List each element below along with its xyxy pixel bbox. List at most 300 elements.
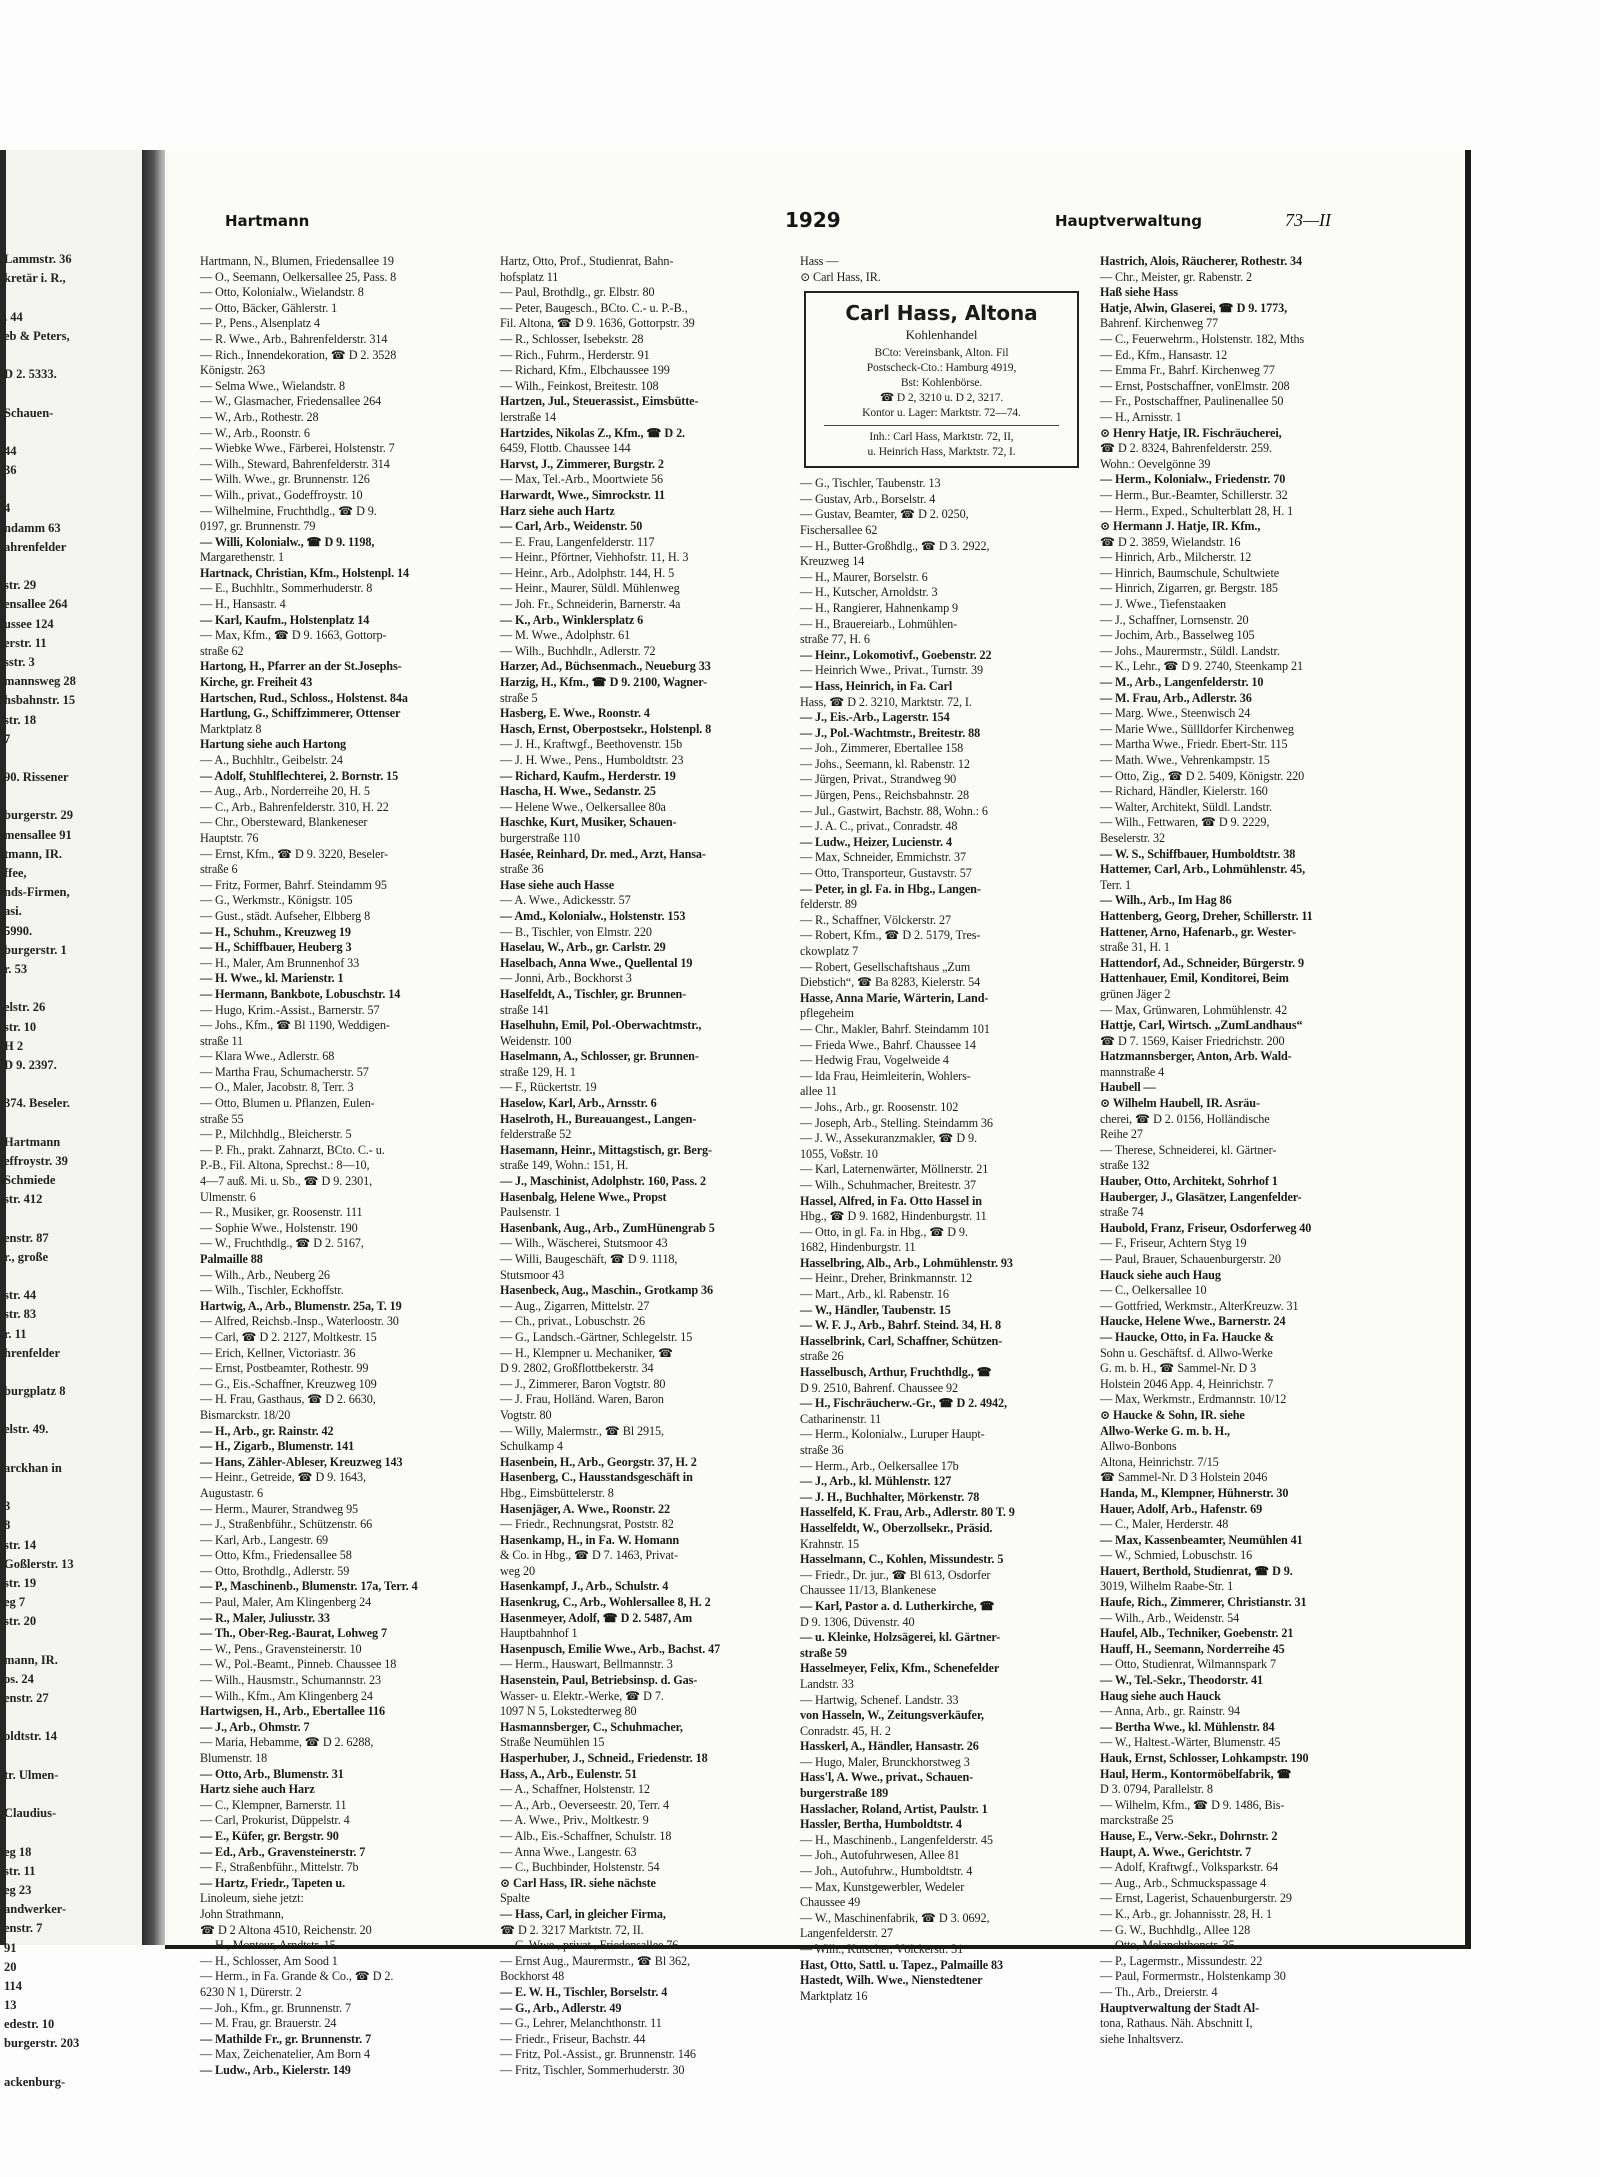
directory-entry: Hauff, H., Seemann, Norderreihe 45 (1100, 1641, 1285, 1656)
directory-entry: — Ernst, Postschaffner, vonElmstr. 208 (1100, 378, 1290, 393)
directory-entry: — E. Frau, Langenfelderstr. 117 (500, 534, 655, 549)
directory-entry: Wasser- u. Elektr.-Werke, ☎ D 7. (500, 1688, 664, 1703)
directory-entry: Hauptbahnhof 1 (500, 1626, 578, 1641)
directory-entry: — E., Buchhltr., Sommerhuderstr. 8 (200, 581, 373, 596)
directory-entry: — Gottfried, Werkmstr., AlterKreuzw. 31 (1100, 1298, 1299, 1313)
directory-entry: — Willi, Kolonialw., ☎ D 9. 1198, (200, 534, 375, 549)
directory-entry: hofsplatz 11 (500, 269, 559, 284)
directory-entry: — Max, Grünwaren, Lohmühlenstr. 42 (1100, 1002, 1288, 1017)
left-page-line (4, 787, 79, 806)
directory-entry: felderstr. 89 (800, 897, 857, 912)
directory-entry: — K., Arb., Winklersplatz 6 (500, 612, 644, 627)
directory-entry: Hastrich, Alois, Räucherer, Rothestr. 34 (1100, 254, 1303, 268)
directory-entry: — P., Milchhdlg., Bleicherstr. 5 (200, 1127, 352, 1142)
directory-entry: straße 55 (200, 1111, 244, 1126)
directory-entry: — Herm., in Fa. Grande & Co., ☎ D 2. (200, 1969, 394, 1984)
directory-entry: — W., Arb., Rothestr. 28 (200, 409, 319, 424)
left-page-line: burgplatz 8 (4, 1384, 66, 1399)
directory-entry: Diebstich“, ☎ Ba 8283, Kielerstr. 54 (800, 975, 981, 990)
directory-entry: — W., Tel.-Sekr., Theodorstr. 41 (1100, 1673, 1263, 1688)
directory-entry: — G., Tischler, Taubenstr. 13 (800, 476, 941, 491)
directory-entry: — Fritz, Former, Bahrf. Steindamm 95 (200, 877, 387, 892)
directory-entry: — Wilh., Steward, Bahrenfelderstr. 314 (200, 456, 390, 471)
directory-entry: — Friedr., Dr. jur., ☎ Bl 613, Osdorfer (800, 1567, 991, 1582)
directory-entry: — Friedr., Friseur, Bachstr. 44 (500, 2031, 646, 2046)
directory-entry: — Ludw., Heizer, Lucienstr. 4 (800, 834, 952, 849)
directory-entry: Hartz siehe auch Harz (200, 1782, 315, 1797)
left-page-line: 4 (4, 501, 11, 516)
column-3-entries (800, 476, 1085, 2004)
left-page-line: str. 29 (4, 578, 37, 593)
header-year: 1929 (785, 208, 841, 232)
directory-entry: — Johs., Kfm., ☎ Bl 1190, Weddigen- (200, 1018, 390, 1033)
left-page-line (4, 1075, 79, 1094)
directory-entry: Hartwig, A., Arb., Blumenstr. 25a, T. 19 (200, 1298, 402, 1313)
directory-entry: Palmaille 88 (200, 1252, 263, 1266)
directory-entry: — Max, Kfm., ☎ D 9. 1663, Gottorp- (200, 628, 387, 643)
directory-entry: — H., Arb., gr. Rainstr. 42 (200, 1423, 334, 1438)
directory-entry: — W., Haltest.-Wärter, Blumenstr. 45 (1100, 1735, 1281, 1750)
directory-entry: Marktplatz 8 (200, 721, 262, 736)
directory-entry: — Heinr., Arb., Adolphstr. 144, H. 5 (500, 565, 675, 580)
directory-entry: — Paul, Brauer, Schauenburgerstr. 20 (1100, 1252, 1281, 1266)
directory-entry: — Jürgen, Pens., Reichsbahnstr. 28 (800, 788, 970, 803)
directory-entry: D 9. 2510, Bahrenf. Chaussee 92 (800, 1380, 959, 1395)
directory-entry: — H., Monteur, Arndtstr. 15 (200, 1938, 336, 1953)
left-page-line (4, 1401, 79, 1420)
directory-entry: — Joh., Kfm., gr. Brunnenstr. 7 (200, 2000, 351, 2015)
directory-entry: — E. W. H., Tischler, Borselstr. 4 (500, 1984, 668, 1999)
left-page-line: ndamm 63 (4, 520, 61, 535)
directory-entry: — Chr., Meister, gr. Rabenstr. 2 (1100, 269, 1253, 284)
directory-entry: Hatje, Alwin, Glaserei, ☎ D 9. 1773, (1100, 300, 1288, 315)
left-page-line: oldtstr. 14 (4, 1729, 58, 1744)
directory-entry: Hattener, Arno, Hafenarb., gr. Wester- (1100, 924, 1297, 939)
directory-entry: Allwo-Bonbons (1100, 1439, 1177, 1454)
directory-entry: — C., Arb., Bahrenfelderstr. 310, H. 22 (200, 799, 389, 814)
directory-entry: — Herm., Kolonialw., Friedenstr. 70 (1100, 472, 1286, 487)
left-page-line: . 44 (4, 309, 23, 324)
directory-entry: Hartzides, Nikolas Z., Kfm., ☎ D 2. (500, 425, 686, 440)
directory-entry: — Chr., Obersteward, Blankeneser (200, 815, 368, 830)
left-page-line (4, 1708, 79, 1727)
directory-entry: mannstraße 4 (1100, 1064, 1165, 1079)
directory-entry: — Ernst, Lagerist, Schauenburgerstr. 29 (1100, 1891, 1292, 1906)
directory-entry: — Peter, Baugesch., BCto. C.- u. P.-B., (500, 300, 688, 315)
directory-entry: D 9. 1306, Düvenstr. 40 (800, 1614, 915, 1629)
directory-entry: — H., Brauereiarb., Lohmühlen- (800, 616, 958, 631)
directory-entry: — Martha Wwe., Friedr. Ebert-Str. 115 (1100, 737, 1288, 752)
directory-entry: — F., Rückertstr. 19 (500, 1080, 597, 1095)
directory-entry: — Th., Ober-Reg.-Baurat, Lohweg 7 (200, 1626, 387, 1641)
directory-entry: Marktplatz 16 (800, 1988, 868, 2003)
directory-entry: — Jochim, Arb., Basselweg 105 (1100, 628, 1255, 643)
directory-entry: straße 132 (1100, 1158, 1150, 1173)
directory-entry: — Hugo, Krim.-Assist., Barnerstr. 57 (200, 1002, 380, 1017)
directory-entry: Hbg., ☎ D 9. 1682, Hindenburgstr. 11 (800, 1209, 987, 1224)
directory-entry: Haufe, Rich., Zimmerer, Christianstr. 31 (1100, 1595, 1307, 1610)
left-page-line (4, 1478, 79, 1497)
directory-entry: Hasenkampf, J., Arb., Schulstr. 4 (500, 1579, 669, 1594)
directory-entry: — Wilh., Tischler, Eckhoffstr. (200, 1283, 344, 1298)
directory-entry: Weidenstr. 100 (500, 1033, 572, 1048)
directory-entry: Hasenpusch, Emilie Wwe., Arb., Bachst. 47 (500, 1641, 721, 1656)
directory-entry: Hasselbusch, Arthur, Fruchthdlg., ☎ (800, 1365, 992, 1380)
directory-entry: — Math. Wwe., Vehrenkampstr. 15 (1100, 753, 1270, 767)
directory-entry: — Fr., Postschaffner, Paulinenallee 50 (1100, 394, 1284, 409)
left-page-line: tr. Ulmen- (4, 1767, 59, 1782)
directory-entry: — H. Frau, Gasthaus, ☎ D 2. 6630, (200, 1392, 376, 1407)
directory-entry: — Jul., Gastwirt, Bachstr. 88, Wohn.: 6 (800, 803, 988, 818)
directory-entry: Handa, M., Klempner, Hühnerstr. 30 (1100, 1485, 1289, 1500)
directory-entry: — J. H., Buchhalter, Mörkenstr. 78 (800, 1489, 980, 1504)
directory-entry: ckowplatz 7 (800, 944, 859, 958)
directory-entry: Hauber, Otto, Architekt, Sohrhof 1 (1100, 1174, 1278, 1189)
left-page-line: str. 83 (4, 1307, 37, 1322)
directory-entry: — Paul, Maler, Am Klingenberg 24 (200, 1595, 372, 1610)
directory-entry: siehe Inhaltsverz. (1100, 2031, 1184, 2046)
directory-entry: — Emma Fr., Bahrf. Kirchenweg 77 (1100, 363, 1275, 378)
ad-business-type: Kohlenhandel (905, 327, 978, 343)
directory-entry: Kreuzweg 14 (800, 554, 865, 569)
left-page-line: 44 (4, 443, 17, 458)
directory-entry: Hasmannsberger, C., Schuhmacher, (500, 1719, 683, 1734)
directory-entry: — Heinr., Maurer, Süldl. Mühlenweg (500, 581, 680, 596)
left-page-line: kretär i. R., (4, 271, 66, 286)
directory-entry: Hauberger, J., Glasätzer, Langenfelder- (1100, 1189, 1302, 1204)
directory-entry: — Anna Wwe., Langestr. 63 (500, 1844, 637, 1859)
directory-entry: Hasenmeyer, Adolf, ☎ D 2. 5487, Am (500, 1610, 693, 1625)
directory-entry: Straße Neumühlen 15 (500, 1735, 605, 1750)
directory-entry: Conradstr. 45, H. 2 (800, 1723, 891, 1738)
directory-entry: — Joh., Autofuhrwesen, Allee 81 (800, 1848, 960, 1863)
directory-entry: Allwo-Werke G. m. b. H., (1100, 1423, 1230, 1438)
left-page-line: str. 18 (4, 712, 37, 727)
directory-entry: — J. H., Kraftwgf., Beethovenstr. 15b (500, 737, 683, 752)
directory-entry: — Hermann, Bankbote, Lobuschstr. 14 (200, 986, 401, 1001)
directory-entry: — H., Schlosser, Am Sood 1 (200, 1953, 338, 1968)
directory-entry: burgerstraße 110 (500, 830, 580, 845)
left-page-line (4, 1747, 79, 1766)
left-page-line (4, 1632, 79, 1651)
directory-entry: Hasenbeck, Aug., Maschin., Grotkamp 36 (500, 1283, 714, 1298)
directory-entry: — Carl, Prokurist, Düppelstr. 4 (200, 1813, 350, 1828)
directory-entry: — Wilh., Arb., Im Hag 86 (1100, 893, 1232, 908)
directory-entry: Margarethenstr. 1 (200, 550, 285, 565)
directory-entry: — Willi, Baugeschäft, ☎ D 9. 1118, (500, 1252, 678, 1266)
directory-entry: — Max, Schneider, Emmichstr. 37 (800, 850, 966, 865)
directory-entry: — Wilh., privat., Godeffroystr. 10 (200, 487, 363, 502)
directory-entry: — J. Wwe., Tiefenstaaken (1100, 597, 1227, 612)
directory-entry: — Wilh., Wäscherei, Stutsmoor 43 (500, 1236, 668, 1251)
directory-entry: — P., Lagermstr., Missundestr. 22 (1100, 1953, 1263, 1968)
directory-entry: ☎ D 2 Altona 4510, Reichenstr. 20 (200, 1922, 372, 1937)
directory-entry: tona, Rathaus. Näh. Abschnitt I, (1100, 2016, 1253, 2031)
directory-entry: Hattendorf, Ad., Schneider, Bürgerstr. 9 (1100, 955, 1304, 970)
directory-entry: Haselow, Karl, Arb., Arnsstr. 6 (500, 1096, 657, 1111)
directory-entry: — Aug., Zigarren, Mittelstr. 27 (500, 1298, 650, 1313)
directory-entry: 6230 N 1, Dürerstr. 2 (200, 1984, 302, 1999)
directory-entry: Hartlung, G., Schiffzimmerer, Ottenser (200, 706, 401, 721)
directory-entry: — Hartwig, Schenef. Landstr. 33 (800, 1692, 959, 1707)
directory-entry: — Karl, Arb., Langestr. 69 (200, 1532, 329, 1547)
left-page-line: 20 (4, 1959, 17, 1974)
directory-entry: Hast, Otto, Sattl. u. Tapez., Palmaille 83 (800, 1957, 1003, 1972)
directory-entry: — W., Pens., Gravensteinerstr. 10 (200, 1641, 362, 1656)
left-page-line: D 2. 5333. (4, 367, 57, 382)
directory-entry: — Herm., Kolonialw., Luruper Haupt- (800, 1427, 985, 1442)
directory-entry: Hasselmann, C., Kohlen, Missundestr. 5 (800, 1552, 1004, 1567)
directory-entry: Hasenkrug, C., Arb., Wohlersallee 8, H. 2 (500, 1595, 711, 1610)
left-page-line: 374. Beseler. (4, 1096, 70, 1111)
ad-line: BCto: Vereinsbank, Alton. Fil (874, 347, 1009, 360)
left-page-line: burgerstr. 1 (4, 942, 67, 957)
left-page-line: str. 14 (4, 1537, 37, 1552)
left-page-line: enstr. 87 (4, 1230, 49, 1245)
left-page-line (4, 1267, 79, 1286)
directory-entry: — Ida Frau, Heimleiterin, Wohlers- (800, 1068, 971, 1083)
directory-entry: Hass — (800, 254, 839, 268)
directory-entry: — Johs., Maurermstr., Süldl. Landstr. (1100, 643, 1280, 658)
ad-divider (824, 425, 1059, 426)
left-page-line: asi. (4, 904, 22, 919)
left-page-line: mannsweg 28 (4, 674, 76, 689)
directory-entry: — Robert, Gesellschaftshaus „Zum (800, 959, 971, 974)
directory-entry: Hastedt, Wilh. Wwe., Nienstedtener (800, 1973, 983, 1988)
directory-entry: — Heinr., Dreher, Brinkmannstr. 12 (800, 1271, 973, 1286)
directory-entry: — R., Musiker, gr. Roosenstr. 111 (200, 1205, 363, 1220)
left-page-line: str. 10 (4, 1019, 37, 1034)
directory-entry: — Amd., Kolonialw., Holstenstr. 153 (500, 908, 686, 923)
directory-entry: Reihe 27 (1100, 1127, 1143, 1142)
directory-entry: cherei, ☎ D 2. 0156, Holländische (1100, 1111, 1270, 1126)
directory-entry: Altona, Heinrichstr. 7/15 (1100, 1454, 1219, 1469)
directory-entry: 1055, Voßstr. 10 (800, 1146, 878, 1161)
left-page-line: andwerker- (4, 1902, 67, 1917)
directory-column-2 (500, 254, 785, 2077)
directory-entry: — Wilh., Feinkost, Breitestr. 108 (500, 378, 659, 393)
directory-entry: Hasenbalg, Helene Wwe., Propst (500, 1189, 667, 1204)
directory-entry: — Hugo, Maler, Brunckhorstweg 3 (800, 1754, 970, 1769)
directory-entry: — Otto, Blumen u. Pflanzen, Eulen- (200, 1096, 375, 1111)
directory-entry: Hause, E., Verw.-Sekr., Dohrnstr. 2 (1100, 1828, 1278, 1843)
directory-entry: — G., Landsch.-Gärtner, Schlegelstr. 15 (500, 1329, 693, 1344)
directory-entry: Sohn u. Geschäftsf. d. Allwo-Werke (1100, 1345, 1273, 1360)
directory-entry: Chaussee 11/13, Blankenese (800, 1583, 937, 1598)
directory-entry: — P., Maschinenb., Blumenstr. 17a, Terr. 4 (200, 1579, 418, 1594)
directory-entry: — Helene Wwe., Oelkersallee 80a (500, 799, 666, 814)
left-page-line: H 2 (4, 1038, 24, 1053)
directory-entry: ☎ D 2. 3217 Marktstr. 72, II. (500, 1922, 644, 1937)
directory-entry: Haselhuhn, Emil, Pol.-Oberwachtmstr., (500, 1018, 702, 1033)
directory-entry: — A., Buchhltr., Geibelstr. 24 (200, 753, 343, 767)
directory-entry: — H., Zigarb., Blumenstr. 141 (200, 1439, 355, 1454)
directory-entry: — J., Maschinist, Adolphstr. 160, Pass. 2 (500, 1174, 707, 1189)
directory-entry: lerstraße 14 (500, 409, 556, 424)
left-page-line: r., große (4, 1249, 49, 1264)
directory-entry: — Otto, Bäcker, Gählerstr. 1 (200, 300, 338, 315)
directory-entry: ☎ Sammel-Nr. D 3 Holstein 2046 (1100, 1470, 1268, 1485)
directory-entry: — J., Eis.-Arb., Lagerstr. 154 (800, 710, 950, 725)
directory-entry: — H., Maler, Am Brunnenhof 33 (200, 955, 360, 970)
directory-entry: — B., Tischler, von Elmstr. 220 (500, 924, 652, 939)
directory-entry: — Rich., Fuhrm., Herderstr. 91 (500, 347, 650, 362)
left-page-line: str. 20 (4, 1614, 37, 1629)
left-page-line: 36 (4, 463, 17, 478)
directory-entry: straße 5 (500, 690, 538, 705)
directory-entry: — Hinrich, Baumschule, Schultwiete (1100, 565, 1280, 580)
left-page-line: mann, IR. (4, 1652, 58, 1667)
directory-entry: — Hedwig Frau, Vogelweide 4 (800, 1053, 949, 1068)
directory-entry: — Max, Zeichenatelier, Am Born 4 (200, 2047, 370, 2062)
left-page-line: ahrenfelder (4, 539, 67, 554)
directory-entry: — Hass, Heinrich, in Fa. Carl (800, 678, 953, 693)
directory-entry: Hasselbrink, Carl, Schaffner, Schützen- (800, 1333, 1003, 1348)
directory-entry: Haselroth, H., Bureauangest., Langen- (500, 1111, 697, 1126)
left-page-line: 8 (4, 1518, 11, 1533)
directory-entry: Hasselmeyer, Felix, Kfm., Schenefelder (800, 1661, 1000, 1676)
directory-entry: — R., Maler, Juliusstr. 33 (200, 1610, 330, 1625)
directory-entry: Hauk, Ernst, Schlosser, Lohkampstr. 190 (1100, 1751, 1309, 1765)
directory-entry: Hattje, Carl, Wirtsch. „ZumLandhaus“ (1100, 1018, 1303, 1033)
directory-entry: burgerstraße 189 (800, 1786, 889, 1801)
directory-entry: Hass, ☎ D 2. 3210, Marktstr. 72, I. (800, 694, 972, 709)
directory-entry: Hassel, Alfred, in Fa. Otto Hassel in (800, 1193, 982, 1208)
directory-entry: Hasskerl, A., Händler, Hansastr. 26 (800, 1739, 979, 1754)
directory-entry: Augustastr. 6 (200, 1485, 264, 1500)
directory-entry: Hauck siehe auch Haug (1100, 1267, 1221, 1282)
directory-entry: straße 36 (500, 862, 544, 877)
directory-entry: — Alfred, Reichsb.-Insp., Waterloostr. 30 (200, 1314, 399, 1329)
left-page-line: eg 18 (4, 1844, 32, 1859)
directory-entry: — Hinrich, Zigarren, gr. Bergstr. 185 (1100, 581, 1278, 596)
directory-entry: — C., Feuerwehrm., Holstenstr. 182, Mths (1100, 331, 1305, 346)
directory-entry: Hartschen, Rud., Schloss., Holstenst. 84a (200, 690, 408, 705)
directory-entry: — Aug., Arb., Norderreihe 20, H. 5 (200, 784, 370, 799)
directory-entry: — Max, Kunstgewerbler, Wedeler (800, 1879, 965, 1894)
directory-entry: — Ernst, Postbeamter, Rothestr. 99 (200, 1361, 369, 1376)
directory-entry: Hauptstr. 76 (200, 830, 259, 845)
left-page-line: Lammstr. 36 (4, 252, 72, 266)
directory-entry: — Peter, in gl. Fa. in Hbg., Langen- (800, 881, 981, 896)
directory-entry: — H., Arnisstr. 1 (1100, 409, 1182, 424)
directory-entry: — J., Zimmerer, Baron Vogtstr. 80 (500, 1376, 666, 1391)
left-page-line: effroystr. 39 (4, 1153, 68, 1168)
directory-entry: Blumenstr. 18 (200, 1751, 268, 1765)
directory-entry: — H., Fischräucherw.-Gr., ☎ D 2. 4942, (800, 1396, 1007, 1411)
directory-entry: — A., Schaffner, Holstenstr. 12 (500, 1782, 650, 1797)
directory-entry: straße 77, H. 6 (800, 632, 870, 647)
directory-entry: — G., Arb., Adlerstr. 49 (500, 2000, 622, 2015)
directory-entry: Hasenbein, H., Arb., Georgstr. 37, H. 2 (500, 1454, 697, 1469)
directory-entry: Hascha, H. Wwe., Sedanstr. 25 (500, 784, 656, 799)
directory-entry: Paulsenstr. 1 (500, 1205, 561, 1220)
directory-entry: — J. Frau, Holländ. Waren, Baron (500, 1392, 664, 1407)
left-page-line: Claudius- (4, 1806, 57, 1821)
directory-entry: — Wilh. Wwe., gr. Brunnenstr. 126 (200, 472, 370, 487)
directory-entry: — u. Kleinke, Holzsägerei, kl. Gärtner- (800, 1630, 1001, 1645)
directory-entry: — Max, Kassenbeamter, Neumühlen 41 (1100, 1532, 1303, 1547)
directory-entry: — Gust., städt. Aufseher, Elbberg 8 (200, 908, 371, 923)
directory-entry: ⊙ Carl Hass, IR. (800, 269, 881, 284)
directory-entry: Haucke, Helene Wwe., Barnerstr. 24 (1100, 1314, 1286, 1329)
directory-entry: Hassler, Bertha, Humboldtstr. 4 (800, 1817, 962, 1832)
directory-entry: — Wilh., Arb., Neuberg 26 (200, 1267, 330, 1282)
directory-entry: Landstr. 33 (800, 1676, 854, 1691)
directory-entry: Bockhorst 48 (500, 1969, 565, 1984)
directory-entry: — J. H. Wwe., Pens., Humboldtstr. 23 (500, 753, 684, 767)
left-page-line: elstr. 49. (4, 1422, 49, 1437)
directory-entry: — Rich., Innendekoration, ☎ D 2. 3528 (200, 347, 397, 362)
directory-entry: Fischersallee 62 (800, 522, 878, 537)
directory-column-1 (200, 254, 485, 2077)
directory-entry: — Erich, Kellner, Victoriastr. 36 (200, 1345, 356, 1360)
left-page-line: burgerstr. 203 (4, 2036, 80, 2051)
directory-entry: Krahnstr. 15 (800, 1536, 860, 1551)
directory-entry: Hartmann, N., Blumen, Friedensallee 19 (200, 254, 394, 268)
directory-entry: — Joseph, Arb., Stelling. Steindamm 36 (800, 1115, 993, 1130)
directory-entry: straße 36 (800, 1443, 844, 1457)
directory-entry: — M. Frau, gr. Brauerstr. 24 (200, 2016, 337, 2031)
directory-entry: John Strathmann, (200, 1906, 284, 1921)
directory-entry: — A. Wwe., Adickesstr. 57 (500, 893, 631, 908)
directory-entry: ☎ D 2. 3859, Wielandstr. 16 (1100, 534, 1241, 549)
directory-entry: Hasenberg, C., Hausstandsgeschäft in (500, 1470, 693, 1485)
left-page-line (4, 1440, 79, 1459)
directory-entry: — Karl, Kaufm., Holstenplatz 14 (200, 612, 370, 627)
directory-entry: — Alb., Eis.-Schaffner, Schulstr. 18 (500, 1828, 672, 1843)
directory-entry: Hass, A., Arb., Eulenstr. 51 (500, 1766, 637, 1781)
directory-entry: — Richard, Händler, Kielerstr. 160 (1100, 784, 1268, 799)
directory-entry: Haupt, A. Wwe., Gerichtstr. 7 (1100, 1844, 1252, 1859)
directory-entry: — E., Küfer, gr. Bergstr. 90 (200, 1828, 339, 1843)
left-page-line: 5990. (4, 923, 33, 938)
directory-entry: marckstraße 25 (1100, 1813, 1174, 1828)
directory-entry: — Karl, Pastor a. d. Lutherkirche, ☎ (800, 1598, 995, 1613)
left-page-line: eg 7 (4, 1595, 26, 1610)
directory-entry: — Richard, Kaufm., Herderstr. 19 (500, 768, 676, 783)
left-page-line: str. 11 (4, 1863, 36, 1878)
header-left-keyword: Hartmann (225, 212, 310, 230)
directory-page (165, 150, 1471, 2077)
directory-entry: Harz siehe auch Hartz (500, 503, 615, 518)
directory-entry: Hartong, H., Pfarrer an der St.Josephs- (200, 659, 402, 674)
left-page-line: D 9. 2397. (4, 1057, 57, 1072)
directory-entry: Haselmann, A., Schlosser, gr. Brunnen- (500, 1049, 699, 1064)
left-page-line: enstr. 7 (4, 1921, 43, 1936)
left-page-line: Goßlerstr. 13 (4, 1556, 74, 1571)
directory-entry: Bismarckstr. 18/20 (200, 1407, 291, 1422)
left-page-line: eb & Peters, (4, 328, 70, 343)
directory-entry: Haß siehe Hass (1100, 285, 1178, 300)
directory-entry: grünen Jäger 2 (1100, 986, 1171, 1001)
left-page-line: str. 44 (4, 1288, 37, 1303)
directory-entry: — W. F. J., Arb., Bahrf. Steind. 34, H. 8 (800, 1318, 1001, 1333)
directory-entry: Catharinenstr. 11 (800, 1411, 882, 1426)
directory-entry: Haschke, Kurt, Musiker, Schauen- (500, 815, 677, 830)
directory-entry: — Heinr., Getreide, ☎ D 9. 1643, (200, 1470, 366, 1485)
directory-entry: — Wilh., Schuhmacher, Breitestr. 37 (800, 1177, 977, 1192)
directory-entry: — H., Maschinenb., Langenfelderstr. 45 (800, 1832, 993, 1847)
directory-entry: Vogtstr. 80 (500, 1407, 552, 1422)
directory-entry: Haselfeldt, A., Tischler, gr. Brunnen- (500, 986, 687, 1001)
directory-entry: — K., Lehr., ☎ D 9. 2740, Steenkamp 21 (1100, 659, 1303, 674)
directory-entry: — Wilh., Buchhdlr., Adlerstr. 72 (500, 643, 656, 658)
directory-entry: — Adolf, Stuhlflechterei, 2. Bornstr. 15 (200, 768, 399, 783)
directory-entry: — A., Arb., Oeverseestr. 20, Terr. 4 (500, 1797, 669, 1812)
directory-entry: — Wilhelmine, Fruchthdlg., ☎ D 9. (200, 503, 377, 518)
directory-entry: — W., Glasmacher, Friedensallee 264 (200, 394, 382, 409)
